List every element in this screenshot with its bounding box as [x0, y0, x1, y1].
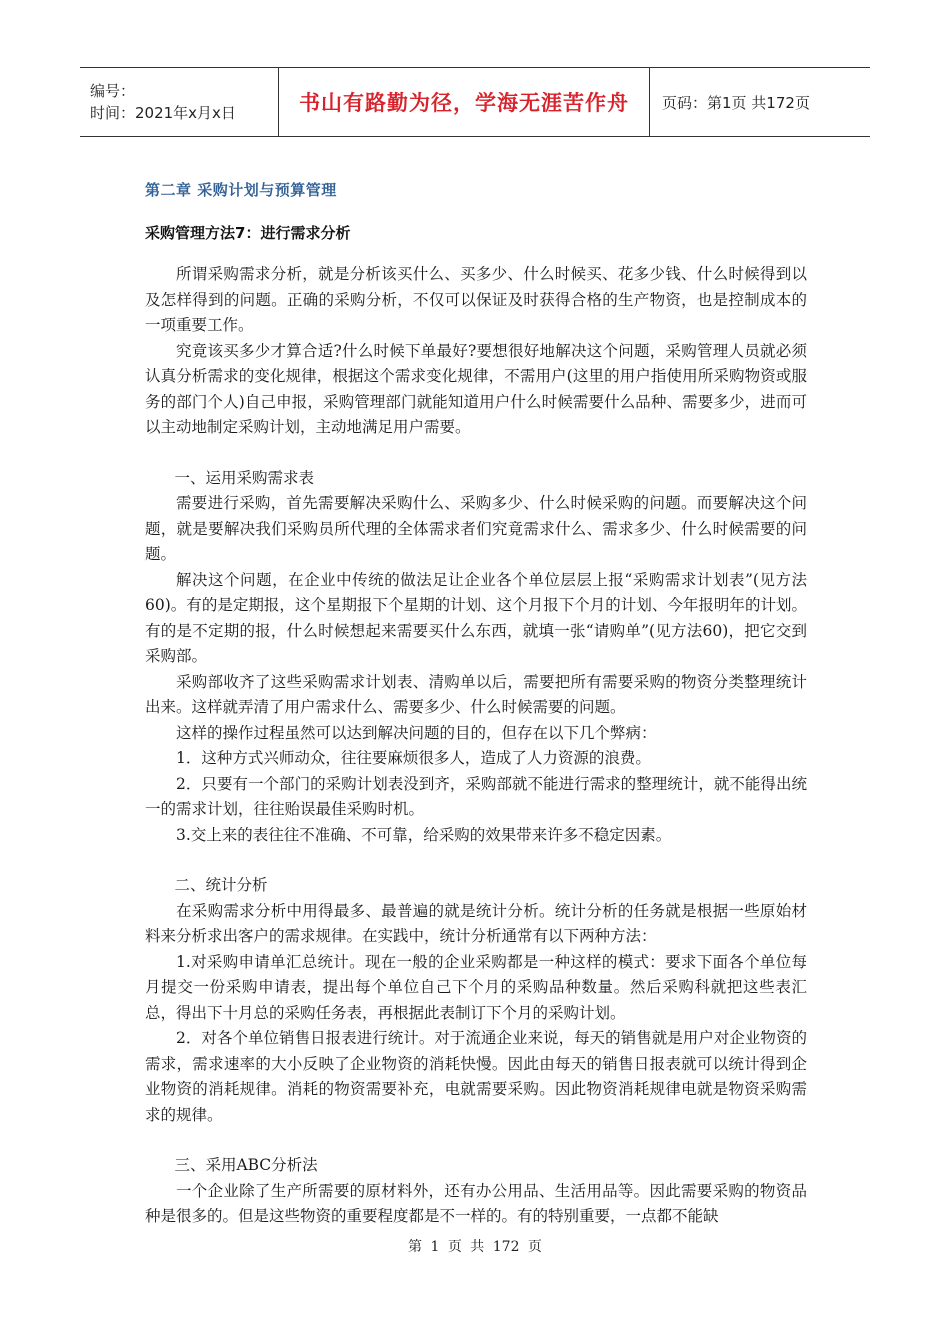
header-page-info: 页码：第1页 共172页	[662, 93, 810, 112]
paragraph: 采购部收齐了这些采购需求计划表、清购单以后，需要把所有需要采购的物资分类整理统计出来。这样就弄清了用户需求什么、需要多少、什么时候需要的问题。	[145, 672, 807, 716]
list-item: 1．这种方式兴师动众，往往要麻烦很多人，造成了人力资源的浪费。	[176, 749, 651, 767]
list-item: 1.对采购申请单汇总统计。现在一般的企业采购都是一种这样的模式：要求下面各个单位每月提交一份采购申请表，提出每个单位自己下个月的采购品种数量。然后采购科就把这些表汇总，得出下十月总的采购任务表，再根据此表制订下个月的采购计划。	[145, 952, 807, 1022]
list-item: 3.交上来的表往往不准确、不可靠，给采购的效果带来许多不稳定因素。	[176, 825, 672, 844]
document-body	[145, 178, 807, 1230]
document-header	[80, 67, 870, 137]
paragraph: 这样的操作过程虽然可以达到解决问题的目的，但存在以下几个弊病：	[176, 723, 657, 742]
method-title: 采购管理方法7：进行需求分析	[145, 223, 351, 242]
section-heading: 三、采用ABC分析法	[174, 1156, 318, 1174]
paragraph: 解决这个问题，在企业中传统的做法足让企业各个单位层层上报“采购需求计划表”(见方法60)。有的是定期报，这个星期报下个星期的计划、这个月报下个月的计划、今年报明年的计划。有的是不定期的报，什么时候想起来需要买什么东西，就填一张“请购单”(见方法60)，把它交到采购部。	[145, 570, 807, 665]
list-item: 2．对各个单位销售日报表进行统计。对于流通企业来说，每天的销售就是用户对企业物资的需求，需求速率的大小反映了企业物资的消耗快慢。因此由每天的销售日报表就可以统计得到企业物资的消耗规律。消耗的物资需要补充，电就需要采购。因此物资消耗规律电就是物资采购需求的规律。	[145, 1029, 807, 1124]
paragraph: 在采购需求分析中用得最多、最普遍的就是统计分析。统计分析的任务就是根据一些原始材料来分析求出客户的需求规律。在实践中，统计分析通常有以下两种方法：	[145, 901, 807, 945]
list-item: 2．只要有一个部门的采购计划表没到齐，采购部就不能进行需求的整理统计，就不能得出统一的需求计划，往往贻误最佳采购时机。	[145, 774, 807, 818]
paragraph: 究竟该买多少才算合适?什么时候下单最好?要想很好地解决这个问题，采购管理人员就必须认真分析需求的变化规律，根据这个需求变化规律，不需用户(这里的用户指使用所采购物资或服务的部门个人)自己申报，采购管理部门就能知道用户什么时候需要什么品种、需要多少，进而可以主动地制定采购计划，主动地满足用户需要。	[145, 341, 807, 436]
header-meta	[80, 68, 279, 136]
number-label: 编号：	[90, 82, 136, 100]
paragraph: 所谓采购需求分析，就是分析该买什么、买多少、什么时候买、花多少钱、什么时候得到以及怎样得到的问题。正确的采购分析，不仅可以保证及时获得合格的生产物资，也是控制成本的一项重要工作。	[145, 265, 807, 334]
date-label: 时间：2021年x月x日	[90, 104, 236, 122]
paragraph: 一个企业除了生产所需要的原材料外，还有办公用品、生活用品等。因此需要采购的物资品种是很多的。但是这些物资的重要程度都是不一样的。有的特别重要，一点都不能缺	[145, 1181, 807, 1225]
header-motto: 书山有路勤为径，学海无涯苦作舟	[279, 68, 650, 136]
page-footer: 第 1 页 共 172 页	[408, 1239, 542, 1255]
chapter-title: 第二章 采购计划与预算管理	[145, 181, 337, 199]
paragraph: 需要进行采购，首先需要解决采购什么、采购多少、什么时候采购的问题。而要解决这个问题，就是要解决我们采购员所代理的全体需求者们究竟需求什么、需求多少、什么时候需要的问题。	[145, 494, 807, 563]
section-heading: 二、统计分析	[174, 876, 268, 894]
section-heading: 一、运用采购需求表	[174, 468, 314, 487]
